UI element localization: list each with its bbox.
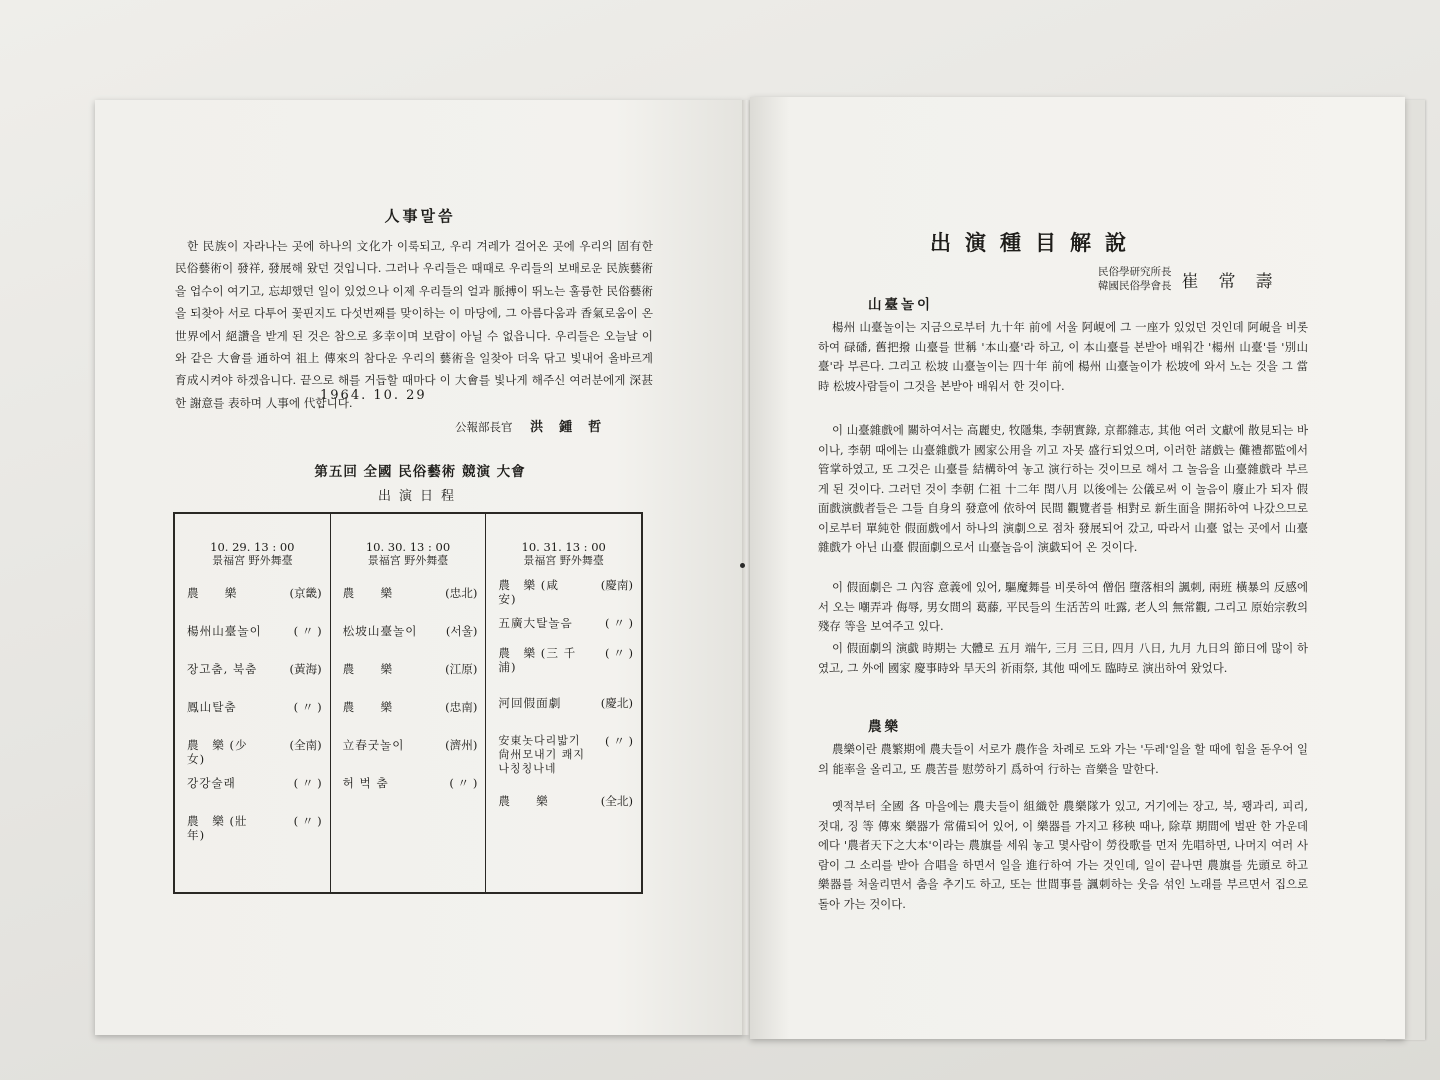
greeting-body: 한 民族이 자라나는 곳에 하나의 文化가 이룩되고, 우리 겨레가 걸어온 곳에 우리의 固有한 民俗藝術이 發祥, 發展해 왔던 것입니다. 그러나 우리들은 때때로 우리들의 보배로운 民族藝術을 업수이 여기고, 忘却했던 일이 있었으나 이제 우리들의 얼과 脈搏이 뛰노는 훌륭한 民俗藝術을 되찾아 서로 다투어 꽃핀지도 다섯번째를 맞이하는 이 마당에, 그 아름다움과 香氣로움이 온 世界에서 絕讚을 받게 된 것은 참으로 多幸이며 보람이 아닐 수 없읍니다. 우리들은 오늘날 이와 같은 大會를 通하여 祖上 傳來의 참다운 우리의 藝術을 일찾아 더욱 닦고 빛내어 올바르게 育成시켜야 하겠읍니다. 끝으로 해를 거듭할 때마다 이 大會를 빛나게 해주신 여러분에게 深甚한 謝意를 表하며 人事에 代합니다. [175,239,653,410]
paragraph: 옛적부터 全國 各 마을에는 農夫들이 組織한 農樂隊가 있고, 거기에는 장고, 북, 꽹과리, 피리, 젓대, 징 等 傳來 樂器가 常備되어 있어, 이 樂器를 가지고 移秧 때나, 除草 期間에 벌판 한 가운데에다 '農者天下之大本'이라는 農旗를 세워 놓고 몇사람이 勞役歌를 먼저 先唱하면, 나머지 여러 사람이 그 소리를 받아 合唱을 하면서 일을 進行하여 가는 것인데, 일이 끝나면 農旗를 先頭로 하고 樂器를 쳐울리면서 춤을 추기도 하고, 또는 世間事를 諷刺하는 웃음 섞인 노래를 부르면서 집으로 돌아 가는 것이다. [818,799,1308,911]
schedule-item [187,776,322,814]
paragraph: 農樂이란 農繁期에 農夫들이 서로가 農作을 차례로 도와 가는 '두레'일을 할 때에 힘을 돋우어 일의 能率을 올리고, 또 農苦를 慰勞하기 爲하여 行하는 音樂을 말한다. [818,742,1308,776]
item-name: 農 樂 [342,700,394,714]
item-region: (江原) [445,662,478,676]
item-region: (慶北) [600,696,634,710]
paragraph: 楊州 山臺놀이는 지금으로부터 九十年 前에 서울 阿峴에 그 一座가 있었던 것인데 阿峴을 비롯하여 碌磻, 舊把撥 山臺를 世稱 '本山臺'라 하고, 이 本山臺를 본받아 배워간 '楊州 山臺'를 '別山臺'라 부른다. 그리고 松坡 山臺놀이는 四十年 前에 楊州 山臺놀이가 松坡에 와서 노는 것을 그 當時 松坡사람들이 그것을 본받아 배워서 한 것이다. [818,320,1308,393]
schedule-day-3 [486,514,641,892]
schedule-item [498,578,633,616]
paragraph: 이 假面劇의 演戱 時期는 大體로 五月 端午, 三月 三日, 四月 八日, 九月 九日의 節日에 많이 하였고, 그 外에 國家 慶事時와 旱天의 祈雨祭, 其他 때에도 臨時로 演出하여 왔었다. [818,641,1308,675]
item-name: 楊州山臺놀이 [187,624,262,638]
schedule-item [343,586,478,624]
schedule-header [486,541,641,567]
item-region: (全南) [289,738,322,752]
schedule-item [187,814,322,852]
paragraph: 이 假面劇은 그 內容 意義에 있어, 驅魔舞를 비롯하여 僧侶 墮落相의 諷刺, 兩班 橫暴의 反感에서 오는 嘲弄과 侮辱, 男女間의 葛藤, 平民들의 生活苦의 吐露, 老人의 無常觀, 그리고 原始宗敎의 殘存 等을 보여주고 있다. [818,580,1308,633]
item-name: 農 樂 (少 女) [187,738,261,766]
greeting-date: 1964. 10. 29 [320,388,427,403]
item-region: (濟州) [445,738,478,752]
item-name: 河回假面劇 [498,696,562,710]
schedule-item [343,738,478,776]
signer [455,416,617,435]
item-region: ( 〃 ) [293,624,322,638]
item-name: 五廣大탈놀음 [498,616,573,630]
event-subtitle: 出演日程 [377,489,462,504]
item-name: 장고춤, 북춤 [187,662,258,676]
schedule-item [187,662,322,700]
item-region: ( 〃 ) [293,814,322,828]
schedule-item [343,700,478,738]
author-org: 韓國民俗學會長 [1098,280,1172,292]
item-name: 허 벅 춤 [342,776,389,790]
author-block [1098,265,1293,293]
schedule-item [187,738,322,776]
item-name: 農 樂 (三 千 浦) [498,646,577,674]
event-title: 第五回 全國 民俗藝術 競演 大會 [314,464,526,480]
item-name: 農 樂 [342,662,394,676]
signer-title: 公報部長官 [455,420,513,434]
schedule-item [187,700,322,738]
schedule-item [343,624,478,662]
schedule-item [498,696,633,734]
item-name: 鳳山탈춤 [187,700,237,714]
item-region: (慶南) [600,578,634,592]
schedule-venue: 景福宮 野外舞臺 [523,554,604,567]
item-name: 農 樂 (咸 安) [498,578,572,606]
paragraph: 이 山臺雜戲에 關하여서는 高麗史, 牧隱集, 李朝實錄, 京都雜志, 其他 여러 文獻에 散見되는 바이나, 李朝 때에는 山臺雜戲가 國家公用을 끼고 자못 盛行되었으며, 이러한 諸戲는 儺禮都監에서 管掌하였고, 또 그것은 山臺를 結構하여 놓고 演行하는 것이므로 해서 그 놀음을 山臺雜戲라 부르게 된 것이다. 그러던 것이 李朝 仁祖 十二年 閏八月 以後에는 公儀로써 이 놀음이 廢止가 되자 假面戲演戲者들은 그들 自身의 發意에 依하여 民間 觀覽者를 相對로 新生面을 開拓하여 나갔으므로 이로부터 單純한 假面戲에서 하나의 演劇으로 점차 發展되어 갔고, 따라서 山臺 없는 곳에서 山臺雜戲가 아닌 山臺 假面劇으로서 山臺놀음이 演戱되어 온 것이다. [818,423,1308,554]
item-region: ( 〃 ) [293,700,322,714]
section-heading: 山臺놀이 [868,297,934,313]
schedule-venue: 景福宮 野外舞臺 [212,554,293,567]
greeting-title: 人事말씀 [384,207,456,225]
signer-name: 洪鍾哲 [530,420,618,435]
schedule-item [498,794,633,832]
item-name: 立春굿놀이 [342,738,405,752]
schedule-item [343,776,478,814]
schedule-venue: 景福宮 野外舞臺 [367,554,449,567]
item-region: (京畿) [289,586,322,600]
schedule-datetime: 10. 29. 13 : 00 [210,540,295,554]
schedule-day-1 [175,514,331,892]
page-title: 出演種目解說 [930,230,1140,255]
item-region: ( 〃 ) [605,734,634,748]
schedule-item [343,662,478,700]
item-name: 松坡山臺놀이 [342,624,418,638]
schedule-item [498,734,633,794]
item-name: 農 樂 [342,586,394,600]
item-region: ( 〃 ) [449,776,478,790]
item-name: 農 樂 [187,586,238,600]
item-region: (黃海) [289,662,322,676]
schedule-table [173,512,643,894]
schedule-datetime: 10. 31. 13 : 00 [521,540,606,554]
item-name: 安東놋다리밟기 尙州모내기 쾌지나칭칭나네 [498,734,585,775]
item-region: (忠北) [445,586,478,600]
item-region: ( 〃 ) [293,776,322,790]
schedule-item [187,624,322,662]
author-name: 崔常壽 [1181,271,1293,292]
schedule-header [175,541,330,567]
staple [740,563,745,568]
item-region: (忠南) [445,700,478,714]
section-heading: 農樂 [868,719,901,735]
item-name: 農 樂 (壯 年) [187,814,261,842]
item-region: ( 〃 ) [605,616,634,630]
schedule-day-2 [331,514,487,892]
item-name: 農 樂 [498,794,549,808]
author-org: 民俗學研究所長 [1098,266,1172,278]
left-page [95,100,745,1035]
item-region: ( 〃 ) [605,646,634,660]
item-name: 강강술래 [187,776,236,790]
item-region: (全北) [600,794,634,808]
schedule-header [331,541,486,567]
right-page [750,97,1405,1039]
schedule-datetime: 10. 30. 13 : 00 [365,540,451,554]
item-region: (서울) [445,624,478,638]
schedule-item [187,586,322,624]
schedule-item [498,616,633,646]
schedule-item [498,646,633,696]
